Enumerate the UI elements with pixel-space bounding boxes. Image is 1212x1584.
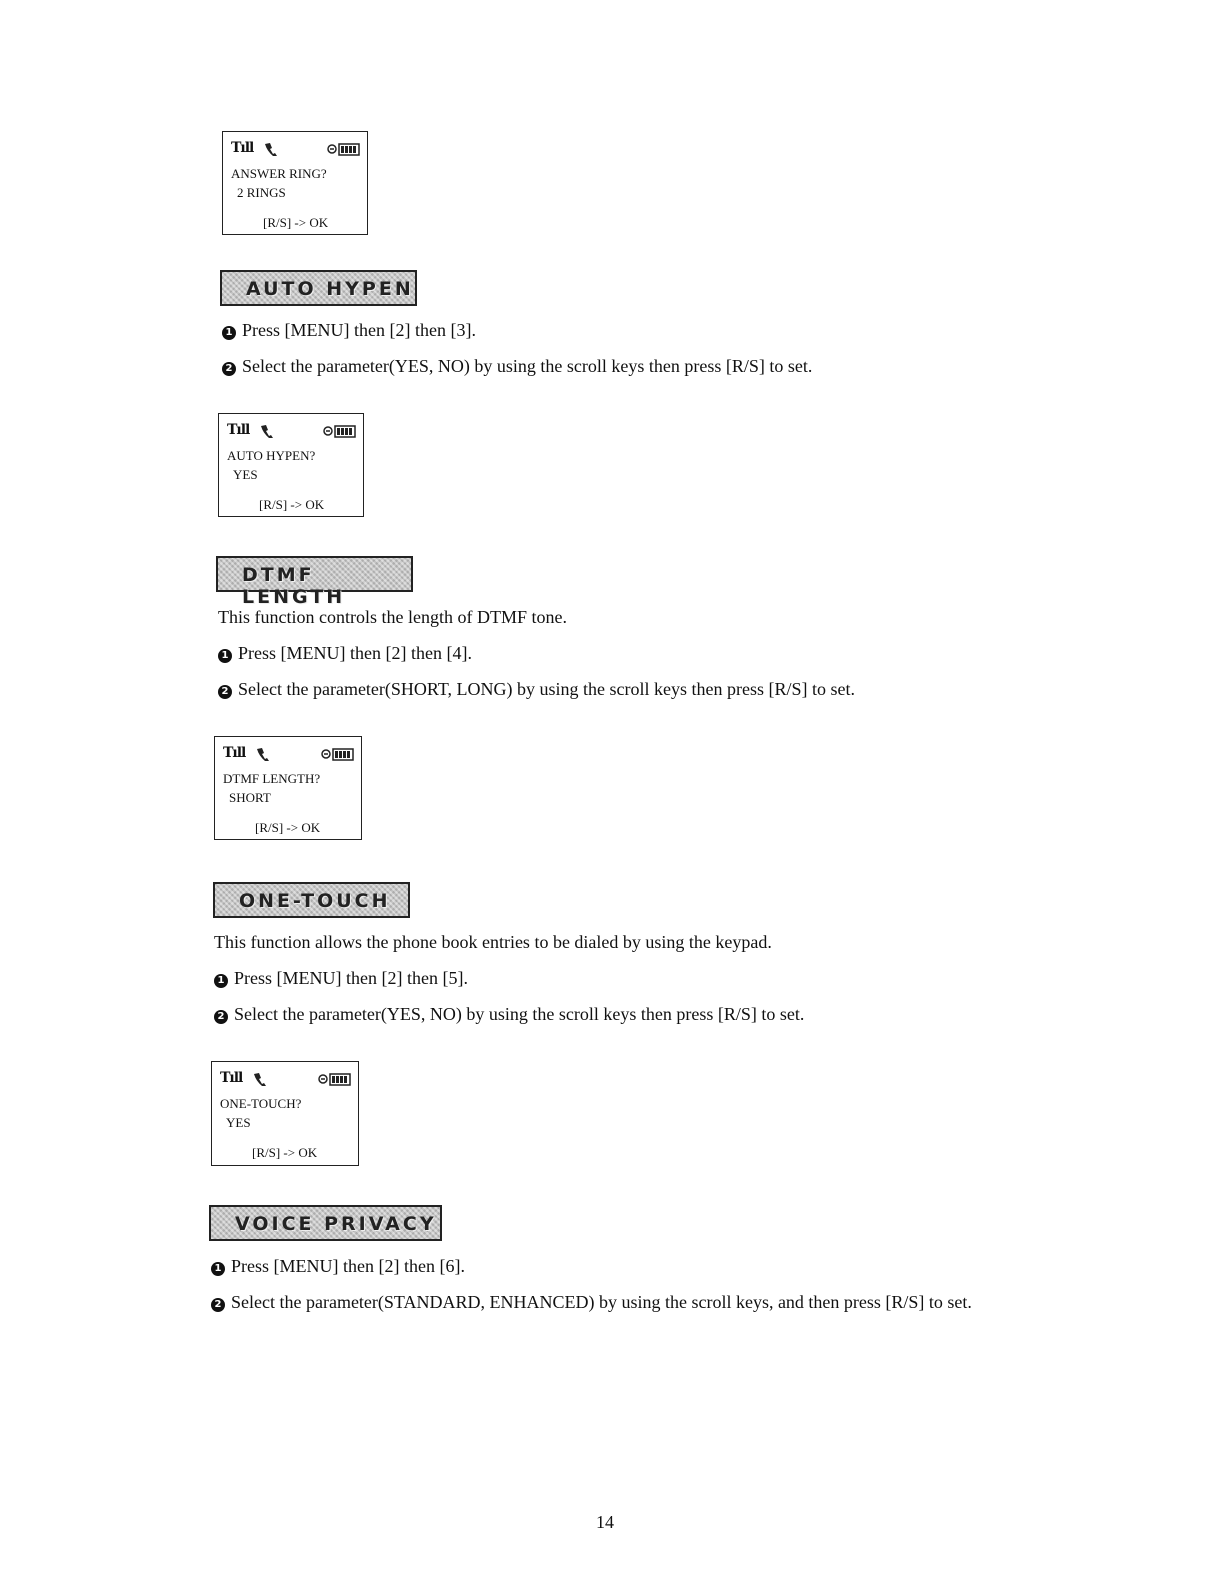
lcd-value: 2 RINGS <box>237 185 286 200</box>
step-2 <box>222 356 812 377</box>
step-text: Press [MENU] then [2] then [3]. <box>242 320 476 340</box>
section-banner-one-touch <box>213 882 410 918</box>
step-1 <box>214 968 468 989</box>
section-title: VOICE PRIVACY <box>235 1213 437 1235</box>
step-2 <box>214 1004 804 1025</box>
step-2 <box>218 679 855 700</box>
number-one-bullet-icon: 1 <box>211 1262 225 1276</box>
lcd-prompt: AUTO HYPEN? <box>227 448 316 463</box>
step-text: Press [MENU] then [2] then [6]. <box>231 1256 465 1276</box>
section-intro: This function controls the length of DTMF tone. <box>218 607 567 627</box>
handset-icon <box>259 423 275 439</box>
battery-icon <box>318 1072 352 1086</box>
lcd-screen-one-touch <box>211 1061 359 1166</box>
step-1 <box>222 320 476 341</box>
section-intro: This function allows the phone book entries to be dialed by using the keypad. <box>214 932 772 952</box>
lcd-screen-answer-ring <box>222 131 368 235</box>
handset-icon <box>252 1071 268 1087</box>
section-title: ONE-TOUCH <box>239 890 391 912</box>
lcd-prompt: ONE-TOUCH? <box>220 1096 302 1111</box>
lcd-confirm-hint: [R/S] -> OK <box>255 820 321 835</box>
signal-strength-icon: Tıll <box>220 1070 243 1086</box>
step-text: Press [MENU] then [2] then [5]. <box>234 968 468 988</box>
number-two-bullet-icon: 2 <box>214 1010 228 1024</box>
battery-icon <box>321 747 355 761</box>
step-text: Select the parameter(SHORT, LONG) by using the scroll keys then press [R/S] to set. <box>238 679 855 699</box>
step-text: Select the parameter(STANDARD, ENHANCED) by using the scroll keys, and then press [R/S] to set. <box>231 1292 972 1312</box>
section-banner-dtmf-length <box>216 556 413 608</box>
lcd-prompt: ANSWER RING? <box>231 166 327 181</box>
lcd-confirm-hint: [R/S] -> OK <box>252 1145 318 1160</box>
page-number: 14 <box>596 1512 614 1532</box>
number-one-bullet-icon: 1 <box>218 649 232 663</box>
battery-icon <box>327 142 361 156</box>
number-two-bullet-icon: 2 <box>218 685 232 699</box>
signal-strength-icon: Tıll <box>223 745 246 761</box>
step-text: Press [MENU] then [2] then [4]. <box>238 643 472 663</box>
step-1 <box>218 643 472 664</box>
lcd-value: YES <box>226 1115 251 1130</box>
section-title: AUTO HYPEN <box>246 278 414 300</box>
lcd-confirm-hint: [R/S] -> OK <box>263 215 329 230</box>
signal-strength-icon: Tıll <box>227 422 250 438</box>
signal-strength-icon: Tıll <box>231 140 254 156</box>
lcd-status-bar <box>227 422 357 440</box>
lcd-screen-auto-hypen <box>218 413 364 517</box>
lcd-value: YES <box>233 467 258 482</box>
section-title: DTMF LENGTH <box>242 564 346 608</box>
handset-icon <box>255 746 271 762</box>
step-text: Select the parameter(YES, NO) by using the scroll keys then press [R/S] to set. <box>242 356 813 376</box>
battery-icon <box>323 424 357 438</box>
step-1 <box>211 1256 465 1277</box>
section-banner-auto-hypen <box>220 270 417 306</box>
section-banner-voice-privacy <box>209 1205 442 1241</box>
lcd-status-bar <box>223 745 355 763</box>
handset-icon <box>263 141 279 157</box>
step-2 <box>211 1292 972 1313</box>
lcd-prompt: DTMF LENGTH? <box>223 771 321 786</box>
number-one-bullet-icon: 1 <box>214 974 228 988</box>
lcd-confirm-hint: [R/S] -> OK <box>259 497 325 512</box>
lcd-value: SHORT <box>229 790 271 805</box>
lcd-screen-dtmf-length <box>214 736 362 840</box>
lcd-status-bar <box>220 1070 352 1088</box>
number-two-bullet-icon: 2 <box>222 362 236 376</box>
number-two-bullet-icon: 2 <box>211 1298 225 1312</box>
lcd-status-bar <box>231 140 361 158</box>
number-one-bullet-icon: 1 <box>222 326 236 340</box>
step-text: Select the parameter(YES, NO) by using the scroll keys then press [R/S] to set. <box>234 1004 805 1024</box>
